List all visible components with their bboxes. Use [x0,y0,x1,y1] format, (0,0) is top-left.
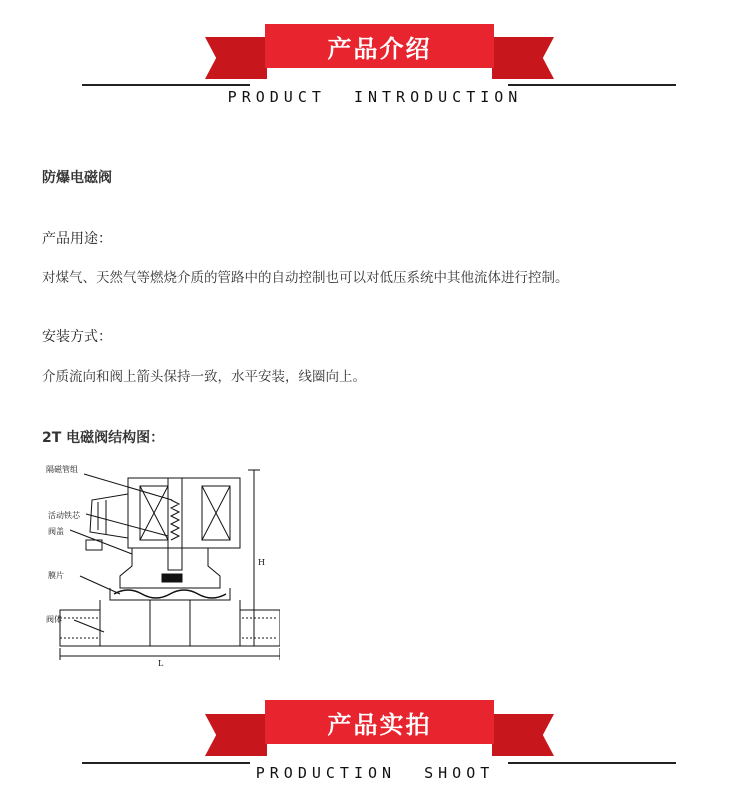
diagram-heading: 2T 电磁阀结构图： [42,430,165,446]
section-title: 产品实拍 [265,700,494,744]
header-rule-right [508,84,676,86]
install-text: 介质流向和阀上箭头保持一致，水平安装，线圈向上。 [42,369,366,385]
dimension-length-label: L [158,659,164,668]
section-subtitle: PRODUCT INTRODUCTION [227,88,523,106]
header-rule-left [82,84,250,86]
label-moving-core: 活动铁芯 [48,511,80,520]
label-isolation-tube: 隔磁管组 [46,465,78,474]
ribbon-tail-left [205,714,267,756]
section-header-shoot [0,690,750,804]
ribbon-tail-left [205,37,267,79]
label-diaphragm: 膜片 [48,571,64,580]
install-heading: 安装方式： [42,329,112,345]
section-header-introduction [0,0,750,110]
label-bonnet: 阀盖 [48,527,64,536]
label-valve-body: 阀体 [46,615,62,624]
dimension-height-label: H [258,558,265,567]
ribbon-tail-right [492,37,554,79]
valve-structure-diagram [40,460,280,670]
usage-text: 对煤气、天然气等燃烧介质的管路中的自动控制也可以对低压系统中其他流体进行控制。 [42,270,569,286]
product-name: 防爆电磁阀 [42,170,112,186]
ribbon-tail-right [492,714,554,756]
section-title: 产品介绍 [265,24,494,68]
usage-heading: 产品用途： [42,231,112,247]
section-subtitle: PRODUCTION SHOOT [255,764,495,782]
